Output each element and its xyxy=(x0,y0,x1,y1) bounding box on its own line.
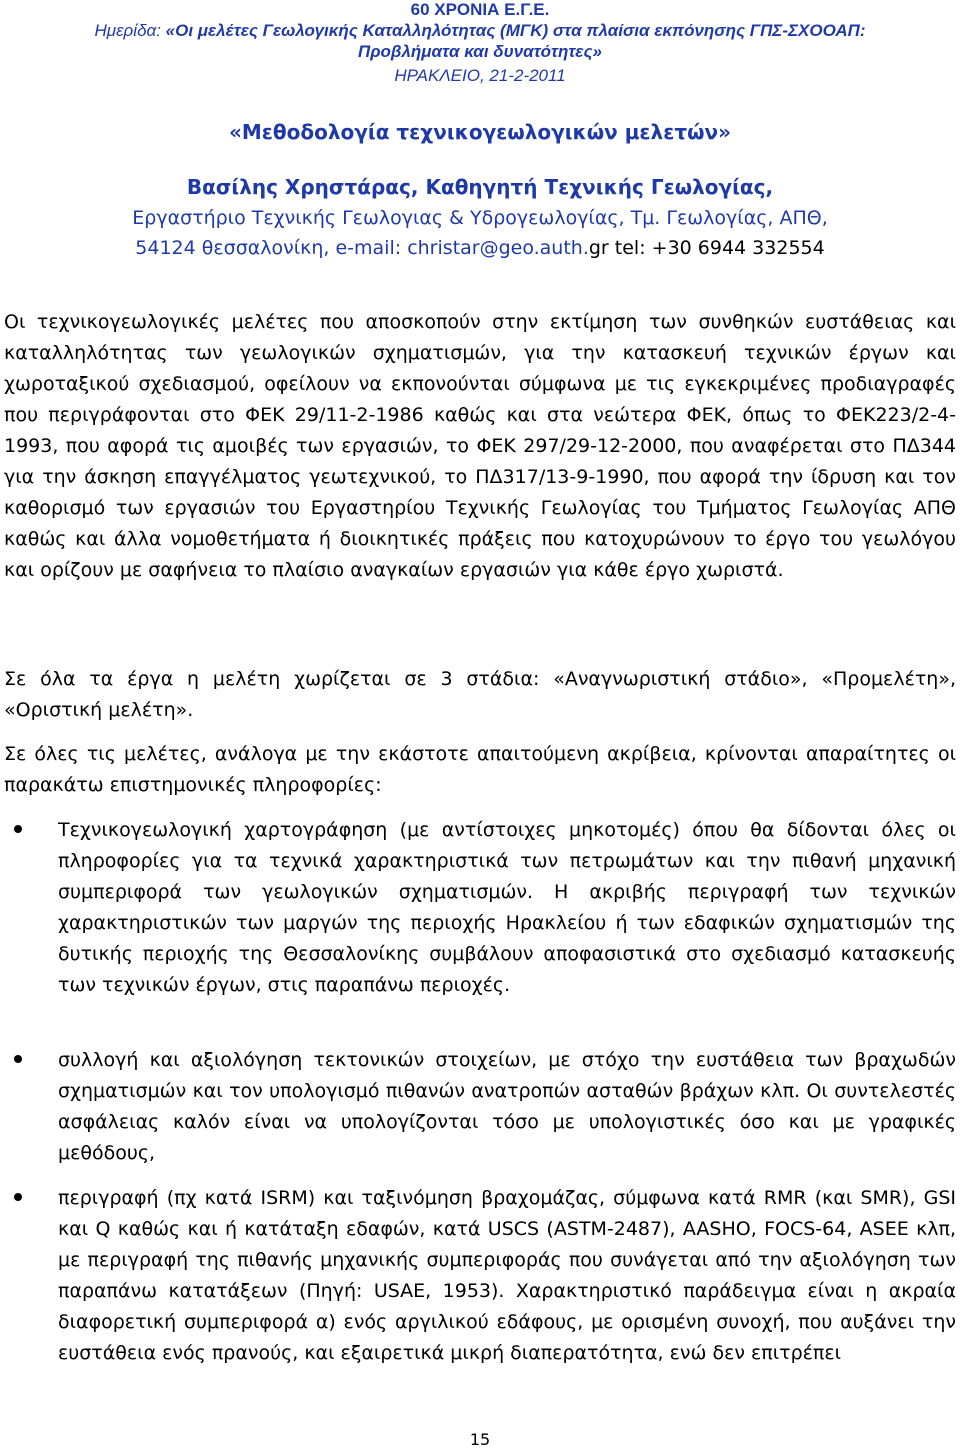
page-number: 15 xyxy=(469,1430,491,1449)
event-place-date: ΗΡΑΚΛΕΙΟ, 21-2-2011 xyxy=(394,66,566,85)
paragraph-stages: Σε όλα τα έργα η μελέτη χωρίζεται σε 3 στάδια: «Αναγνωριστική στάδιο», «Προμελέτη», «Οριστική μελέτη». xyxy=(4,668,956,721)
list-item-text: συλλογή και αξιολόγηση τεκτονικών στοιχείων, με στόχο την ευστάθεια των βραχωδών σχηματισμών και τον υπολογισμό πιθανών ανατροπών ασταθών βράχων κλπ. Οι συντελεστές ασφάλειας καλόν είναι να υπολογίζονται τόσο με υπολογιστικές όσο και με γραφικές μεθόδους, xyxy=(58,1049,956,1164)
affiliation-contact: gr tel: +30 6944 332554 xyxy=(588,237,825,259)
event-prefix: Ημερίδα: xyxy=(94,21,166,40)
document-title: «Μεθοδολογία τεχνικογεωλογικών μελετών» xyxy=(228,120,732,144)
event-line-2: Προβλήματα και δυνατότητες» xyxy=(358,42,602,61)
bullet-icon xyxy=(14,825,22,833)
event-title: «Οι μελέτες Γεωλογικής Καταλληλότητας (ΜΓΚ) στα πλαίσια εκπόνησης ΓΠΣ-ΣΧΟΟΑΠ: xyxy=(165,21,866,40)
bullet-icon xyxy=(14,1193,22,1201)
list-item-text: περιγραφή (πχ κατά ISRM) και ταξινόμηση βραχομάζας, σύμφωνα κατά RMR (και SMR), GSI και Q καθώς και ή κατάταξη εδαφών, κατά USCS (ASTM-2487), AASHO, FOCS-64, ASEE κλπ, με περιγραφή της πιθανής μηχανικής συμπεριφοράς που συνάγεται από την αξιολόγηση των παραπάνω κατατάξεων (Πηγή: USAE, 1953). Χαρακτηριστικό παράδειγμα είναι η ακραία διαφορετική συμπεριφορά α) ενός αργιλικού εδάφους, με ορισμένη συνοχή, που αυξάνει την ευστάθεια ενός πρανούς, και εξαιρετικά μικρή διαπερατότητα, ενώ δεν επιτρέπει xyxy=(58,1187,956,1364)
paragraph-intro: Οι τεχνικογεωλογικές μελέτες που αποσκοπούν στην εκτίμηση των συνθηκών ευστάθειας και καταλληλότητας των γεωλογικών σχηματισμών, για την κατασκευή τεχνικών έργων και χωροταξικού σχεδιασμού, οφείλουν να εκπονούνται σύμφωνα με τις εγκεκριμένες προδιαγραφές που περιγράφονται στο ΦΕΚ 29/11-2-1986 καθώς και στα νεώτερα ΦΕΚ, όπως το ΦΕΚ223/2-4-1993, που αφορά τις αμοιβές των εργασιών, το ΦΕΚ 297/29-12-2000, που αναφέρεται στο ΠΔ344 για την άσκηση επαγγέλματος γεωτεχνικού, το ΠΔ317/13-9-1990, που αφορά την ίδρυση και τον καθορισμό των εργασιών του Εργαστηρίου Τεχνικής Γεωλογίας του Τμήματος Γεωλογίας ΑΠΘ καθώς και άλλα νομοθετήματα ή διοικητικές πράξεις που κατοχυρώνουν το έργο του γεωλόγου και ορίζουν με σαφήνεια το πλαίσιο αναγκαίων εργασιών για κάθε έργο χωριστά. xyxy=(4,311,956,581)
list-item-text: Τεχνικογεωλογική χαρτογράφηση (με αντίστοιχες μηκοτομές) όπου θα δίδονται όλες οι πληροφορίες για τα τεχνικά χαρακτηριστικά των πετρωμάτων και την πιθανή μηχανική συμπεριφορά των γεωλογικών σχηματισμών. Η ακριβής περιγραφή των τεχνικών χαρακτηριστικών των μαργών της περιοχής Ηρακλείου ή των εδαφικών σχηματισμών της δυτικής περιοχής της Θεσσαλονίκης συμβάλουν αποφασιστικά στο σχεδιασμό κατασκευής των τεχνικών έργων, στις παραπάνω περιοχές. xyxy=(58,819,956,996)
bullet-icon xyxy=(14,1055,22,1063)
anniversary-header: 60 ΧΡΟΝΙΑ Ε.Γ.Ε. xyxy=(410,0,550,19)
paragraph-requirements: Σε όλες τις μελέτες, ανάλογα με την εκάστοτε απαιτούμενη ακρίβεια, κρίνονται απαραίτητες οι παρακάτω επιστημονικές πληροφορίες: xyxy=(4,743,956,796)
event-line-1 xyxy=(0,21,960,41)
affiliation-line-2 xyxy=(0,236,960,260)
affiliation-line-1: Εργαστήριο Τεχνικής Γεωλογιας & Υδρογεωλογίας, Τμ. Γεωλογίας, ΑΠΘ, xyxy=(132,207,828,229)
affiliation-address: 54124 θεσσαλονίκη, e-mail: christar@geo.auth. xyxy=(135,237,589,259)
author-line: Βασίλης Χρηστάρας, Καθηγητή Τεχνικής Γεωλογίας, xyxy=(186,175,774,199)
